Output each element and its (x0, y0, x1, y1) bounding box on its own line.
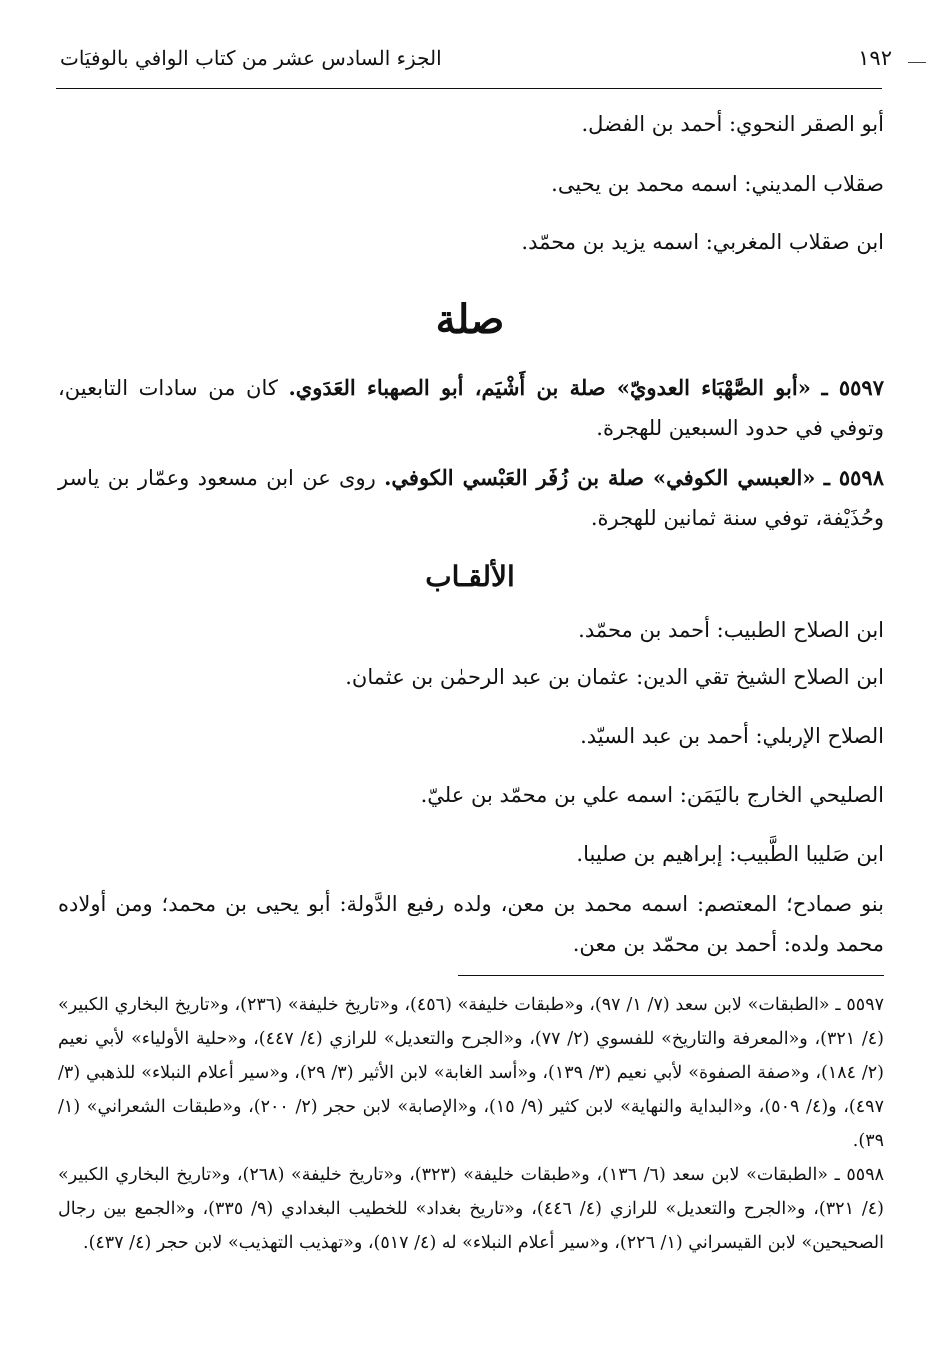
entry-heading: «العبسي الكوفي» صلة بن زُفَر العَبْسي الكوفي. (384, 465, 816, 490)
text-line: ابن الصلاح الشيخ تقي الدين: عثمان بن عبد الرحمٰن بن عثمان. (345, 665, 884, 689)
entry-body: روى عن ابن مسعود وعمّار بن ياسر وحُذَيْفة، توفي سنة ثمانين للهجرة. (58, 466, 884, 530)
entry-number: ٥٥٩٨ ـ (823, 465, 884, 490)
text-line: الصلاح الإربلي: أحمد بن عبد السيّد. (580, 724, 884, 748)
closing-paragraph: بنو صمادح؛ المعتصم: اسمه محمد بن معن، ولده رفيع الدَّولة: أبو يحيى بن محمد؛ ومن أولاده محمد ولده: أحمد بن محمّد بن معن. (58, 892, 884, 956)
entry-5598 (58, 458, 884, 538)
section-title-salah: صلة (435, 296, 505, 343)
text-line: صقلاب المديني: اسمه محمد بن يحيى. (551, 172, 884, 196)
footnote-rule (458, 975, 884, 976)
header-rule (56, 88, 882, 89)
entry-body: كان من سادات التابعين، وتوفي في حدود السبعين للهجرة. (58, 376, 884, 440)
entry-number: ٥٥٩٧ ـ (821, 375, 884, 400)
text-line: الصليحي الخارج باليَمَن: اسمه علي بن محمّد بن عليّ. (420, 783, 884, 807)
page-number: ١٩٢ (858, 46, 892, 70)
header-dash (908, 62, 926, 63)
entry-heading: «أبو الصَّهْبَاء العدويّ» صلة بن أَشْيَم، أبو الصهباء العَدَوي. (288, 375, 811, 400)
running-title: الجزء السادس عشر من كتاب الوافي بالوفيَات (60, 46, 442, 70)
footnote-5598: ٥٥٩٨ ـ «الطبقات» لابن سعد (٦/ ١٣٦)، و«طبقات خليفة» (٣٢٣)، و«تاريخ خليفة» (٢٦٨)، و«تاريخ البخاري الكبير» (٤/ ٣٢١)، و«الجرح والتعديل» للرازي (٤/ ٤٤٦)، و«تاريخ بغداد» للخطيب البغدادي (٩/ ٣٣٥)، و«الجمع بين رجال الصحيحين» لابن القيسراني (١/ ٢٢٦)، و«سير أعلام النبلاء» له (٤/ ٥١٧)، و«تهذيب التهذيب» لابن حجر (٤/ ٤٣٧). (58, 1165, 884, 1253)
text-line: ابن صقلاب المغربي: اسمه يزيد بن محمّد. (521, 230, 884, 254)
text-line: ابن الصلاح الطبيب: أحمد بن محمّد. (578, 618, 884, 642)
text-line: ابن صَليبا الطَّبيب: إبراهيم بن صليبا. (576, 842, 884, 866)
text-line: أبو الصقر النحوي: أحمد بن الفضل. (581, 112, 884, 136)
footnote-5597: ٥٥٩٧ ـ «الطبقات» لابن سعد (٧/ ١/ ٩٧)، و«طبقات خليفة» (٤٥٦)، و«تاريخ خليفة» (٢٣٦)، و«تاريخ البخاري الكبير» (٤/ ٣٢١)، و«المعرفة والتاريخ» للفسوي (٢/ ٧٧)، و«الجرح والتعديل» للرازي (٤/ ٤٤٧)، و«حلية الأولياء» لأبي نعيم (٢/ ١٨٤)، و«صفة الصفوة» لأبي نعيم (٣/ ١٣٩)، و«أسد الغابة» لابن الأثير (٣/ ٢٩)، و«سير أعلام النبلاء» للذهبي (٣/ ٤٩٧)، و(٤/ ٥٠٩)، و«البداية والنهاية» لابن كثير (٩/ ١٥)، و«الإصابة» لابن حجر (٢/ ٢٠٠)، و«طبقات الشعراني» (١/ ٣٩). (58, 995, 885, 1151)
entry-5597 (58, 368, 884, 448)
section-title-alqab: الألقـاب (425, 560, 515, 593)
